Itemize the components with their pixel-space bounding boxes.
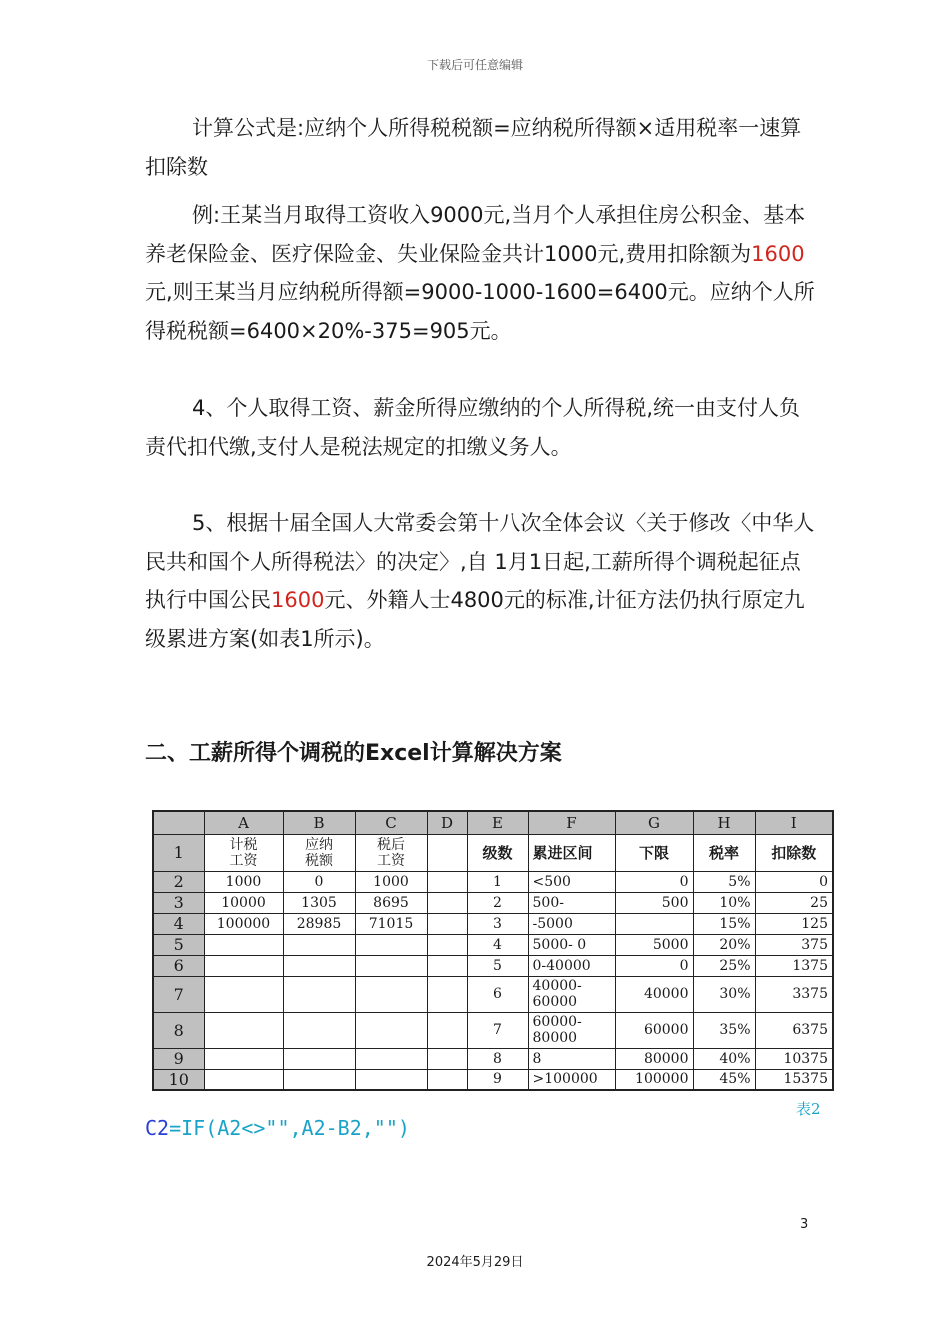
cell[interactable]: 6375	[755, 1012, 833, 1048]
cell[interactable]: 100000	[615, 1069, 693, 1090]
cell[interactable]: 1305	[283, 892, 355, 913]
cell[interactable]	[283, 1048, 355, 1069]
cell[interactable]	[427, 1048, 467, 1069]
cell[interactable]: 8695	[355, 892, 427, 913]
cell[interactable]: 级数	[467, 834, 528, 871]
cell[interactable]: 500-	[528, 892, 615, 913]
formula-text: C2=IF(A2<>"",A2-B2,"")	[145, 1116, 410, 1140]
cell[interactable]	[283, 1012, 355, 1048]
cell[interactable]: 1375	[755, 955, 833, 976]
table-row	[153, 1048, 833, 1069]
cell[interactable]: 100000	[204, 913, 283, 934]
cell[interactable]: 15%	[693, 913, 755, 934]
cell[interactable]: 25%	[693, 955, 755, 976]
cell[interactable]	[355, 1069, 427, 1090]
footer-date: 2024年5月29日	[426, 1255, 524, 1270]
cell[interactable]: 60000- 80000	[528, 1012, 615, 1048]
cell[interactable]	[355, 1012, 427, 1048]
cell[interactable]: >100000	[528, 1069, 615, 1090]
column-header[interactable]: H	[693, 811, 755, 834]
cell[interactable]: 8	[528, 1048, 615, 1069]
cell[interactable]: 0	[755, 871, 833, 892]
table-row	[153, 892, 833, 913]
cell[interactable]: 1000	[204, 871, 283, 892]
table-row	[153, 871, 833, 892]
column-header[interactable]: G	[615, 811, 693, 834]
cell[interactable]: 0	[283, 871, 355, 892]
cell[interactable]: 0	[615, 955, 693, 976]
cell[interactable]	[355, 976, 427, 1012]
cell[interactable]	[427, 976, 467, 1012]
row-header[interactable]: 4	[153, 913, 204, 934]
row-header[interactable]: 1	[153, 834, 204, 871]
cell[interactable]	[283, 934, 355, 955]
highlight-deduction: 1600	[751, 241, 805, 266]
cell[interactable]: 10375	[755, 1048, 833, 1069]
table-row	[153, 1012, 833, 1048]
cell[interactable]: 扣除数	[755, 834, 833, 871]
cell[interactable]: 35%	[693, 1012, 755, 1048]
cell[interactable]: 40%	[693, 1048, 755, 1069]
cell[interactable]	[427, 1012, 467, 1048]
table-row	[153, 976, 833, 1012]
paragraph-withholding: 4、个人取得工资、薪金所得应缴纳的个人所得税,统一由支付人负责代扣代缴,支付人是税法规定的扣缴义务人。	[145, 396, 801, 459]
cell[interactable]: 5000	[615, 934, 693, 955]
cell[interactable]: 计税 工资	[204, 834, 283, 871]
cell[interactable]: 8	[467, 1048, 528, 1069]
cell[interactable]: 6	[467, 976, 528, 1012]
cell[interactable]: 3375	[755, 976, 833, 1012]
cell[interactable]: 500	[615, 892, 693, 913]
cell[interactable]	[204, 934, 283, 955]
cell[interactable]: 10000	[204, 892, 283, 913]
cell[interactable]: 20%	[693, 934, 755, 955]
cell[interactable]	[355, 934, 427, 955]
cell[interactable]: 2	[467, 892, 528, 913]
table-row	[153, 913, 833, 934]
table-caption: 表2	[796, 1100, 821, 1118]
cell[interactable]	[427, 955, 467, 976]
cell[interactable]: 税率	[693, 834, 755, 871]
cell[interactable]: 71015	[355, 913, 427, 934]
cell[interactable]: 1	[467, 871, 528, 892]
column-header[interactable]: F	[528, 811, 615, 834]
cell[interactable]	[427, 834, 467, 871]
cell[interactable]: 80000	[615, 1048, 693, 1069]
cell[interactable]	[427, 892, 467, 913]
cell[interactable]	[204, 1012, 283, 1048]
cell[interactable]: 5%	[693, 871, 755, 892]
cell[interactable]	[204, 1048, 283, 1069]
column-header[interactable]: B	[283, 811, 355, 834]
cell[interactable]: 累进区间	[528, 834, 615, 871]
column-header[interactable]: E	[467, 811, 528, 834]
cell[interactable]: 375	[755, 934, 833, 955]
cell[interactable]: 4	[467, 934, 528, 955]
row-header[interactable]: 3	[153, 892, 204, 913]
column-header-row	[153, 811, 833, 834]
cell[interactable]: 0	[615, 871, 693, 892]
cell[interactable]	[204, 976, 283, 1012]
row-header[interactable]: 10	[153, 1069, 204, 1090]
cell[interactable]	[427, 913, 467, 934]
row-header[interactable]: 6	[153, 955, 204, 976]
cell[interactable]: 30%	[693, 976, 755, 1012]
column-header[interactable]: I	[755, 811, 833, 834]
cell[interactable]: 125	[755, 913, 833, 934]
cell[interactable]	[283, 1069, 355, 1090]
column-header[interactable]: D	[427, 811, 467, 834]
row-header[interactable]: 7	[153, 976, 204, 1012]
table-row	[153, 1069, 833, 1090]
cell[interactable]	[427, 934, 467, 955]
cell[interactable]	[355, 1048, 427, 1069]
cell[interactable]: 40000- 60000	[528, 976, 615, 1012]
cell[interactable]	[283, 955, 355, 976]
paragraph-threshold: 5、根据十届全国人大常委会第十八次全体会议〈关于修改〈中华人民共和国个人所得税法〉的决定〉,自 1月1日起,工薪所得个调税起征点执行中国公民1600元、外籍人士4800元的标准,计征方法仍执行原定九级累进方案(如表1所示)。	[145, 511, 815, 651]
page-number: 3	[800, 1217, 809, 1232]
table-row	[153, 834, 833, 871]
cell[interactable]	[283, 976, 355, 1012]
paragraph-formula: 计算公式是:应纳个人所得税税额=应纳税所得额×适用税率一速算扣除数	[145, 116, 802, 179]
cell[interactable]: -5000	[528, 913, 615, 934]
cell[interactable]: 10%	[693, 892, 755, 913]
cell[interactable]: 25	[755, 892, 833, 913]
paragraph-example: 例:王某当月取得工资收入9000元,当月个人承担住房公积金、基本养老保险金、医疗保险金、失业保险金共计1000元,费用扣除额为1600元,则王某当月应纳税所得额=9000-1000-1600=6400元。应纳个人所得税税额=6400×20%-375=905元。	[145, 203, 815, 343]
table-row	[153, 955, 833, 976]
section-title: 二、工薪所得个调税的Excel计算解决方案	[145, 741, 562, 766]
table-row	[153, 934, 833, 955]
column-header[interactable]: A	[204, 811, 283, 834]
page-header: 下载后可任意编辑	[426, 58, 523, 72]
row-header[interactable]: 5	[153, 934, 204, 955]
cell[interactable]	[355, 955, 427, 976]
spreadsheet-table	[152, 810, 834, 1091]
cell[interactable]: 60000	[615, 1012, 693, 1048]
row-header[interactable]: 8	[153, 1012, 204, 1048]
cell[interactable]	[615, 913, 693, 934]
cell[interactable]: 应纳 税额	[283, 834, 355, 871]
highlight-threshold: 1600	[271, 588, 325, 612]
cell[interactable]: 税后 工资	[355, 834, 427, 871]
cell[interactable]: 9	[467, 1069, 528, 1090]
cell[interactable]: <500	[528, 871, 615, 892]
cell[interactable]: 7	[467, 1012, 528, 1048]
cell[interactable]	[427, 1069, 467, 1090]
cell[interactable]	[427, 871, 467, 892]
cell[interactable]: 15375	[755, 1069, 833, 1090]
cell[interactable]: 3	[467, 913, 528, 934]
column-header[interactable]: C	[355, 811, 427, 834]
corner-cell[interactable]	[153, 811, 204, 834]
cell[interactable]: 28985	[283, 913, 355, 934]
row-header[interactable]: 2	[153, 871, 204, 892]
cell[interactable]	[204, 955, 283, 976]
row-header[interactable]: 9	[153, 1048, 204, 1069]
cell[interactable]: 5	[467, 955, 528, 976]
cell[interactable]: 下限	[615, 834, 693, 871]
cell[interactable]: 1000	[355, 871, 427, 892]
cell[interactable]: 45%	[693, 1069, 755, 1090]
cell[interactable]: 5000- 0	[528, 934, 615, 955]
cell[interactable]: 0-40000	[528, 955, 615, 976]
cell[interactable]: 40000	[615, 976, 693, 1012]
cell[interactable]	[204, 1069, 283, 1090]
